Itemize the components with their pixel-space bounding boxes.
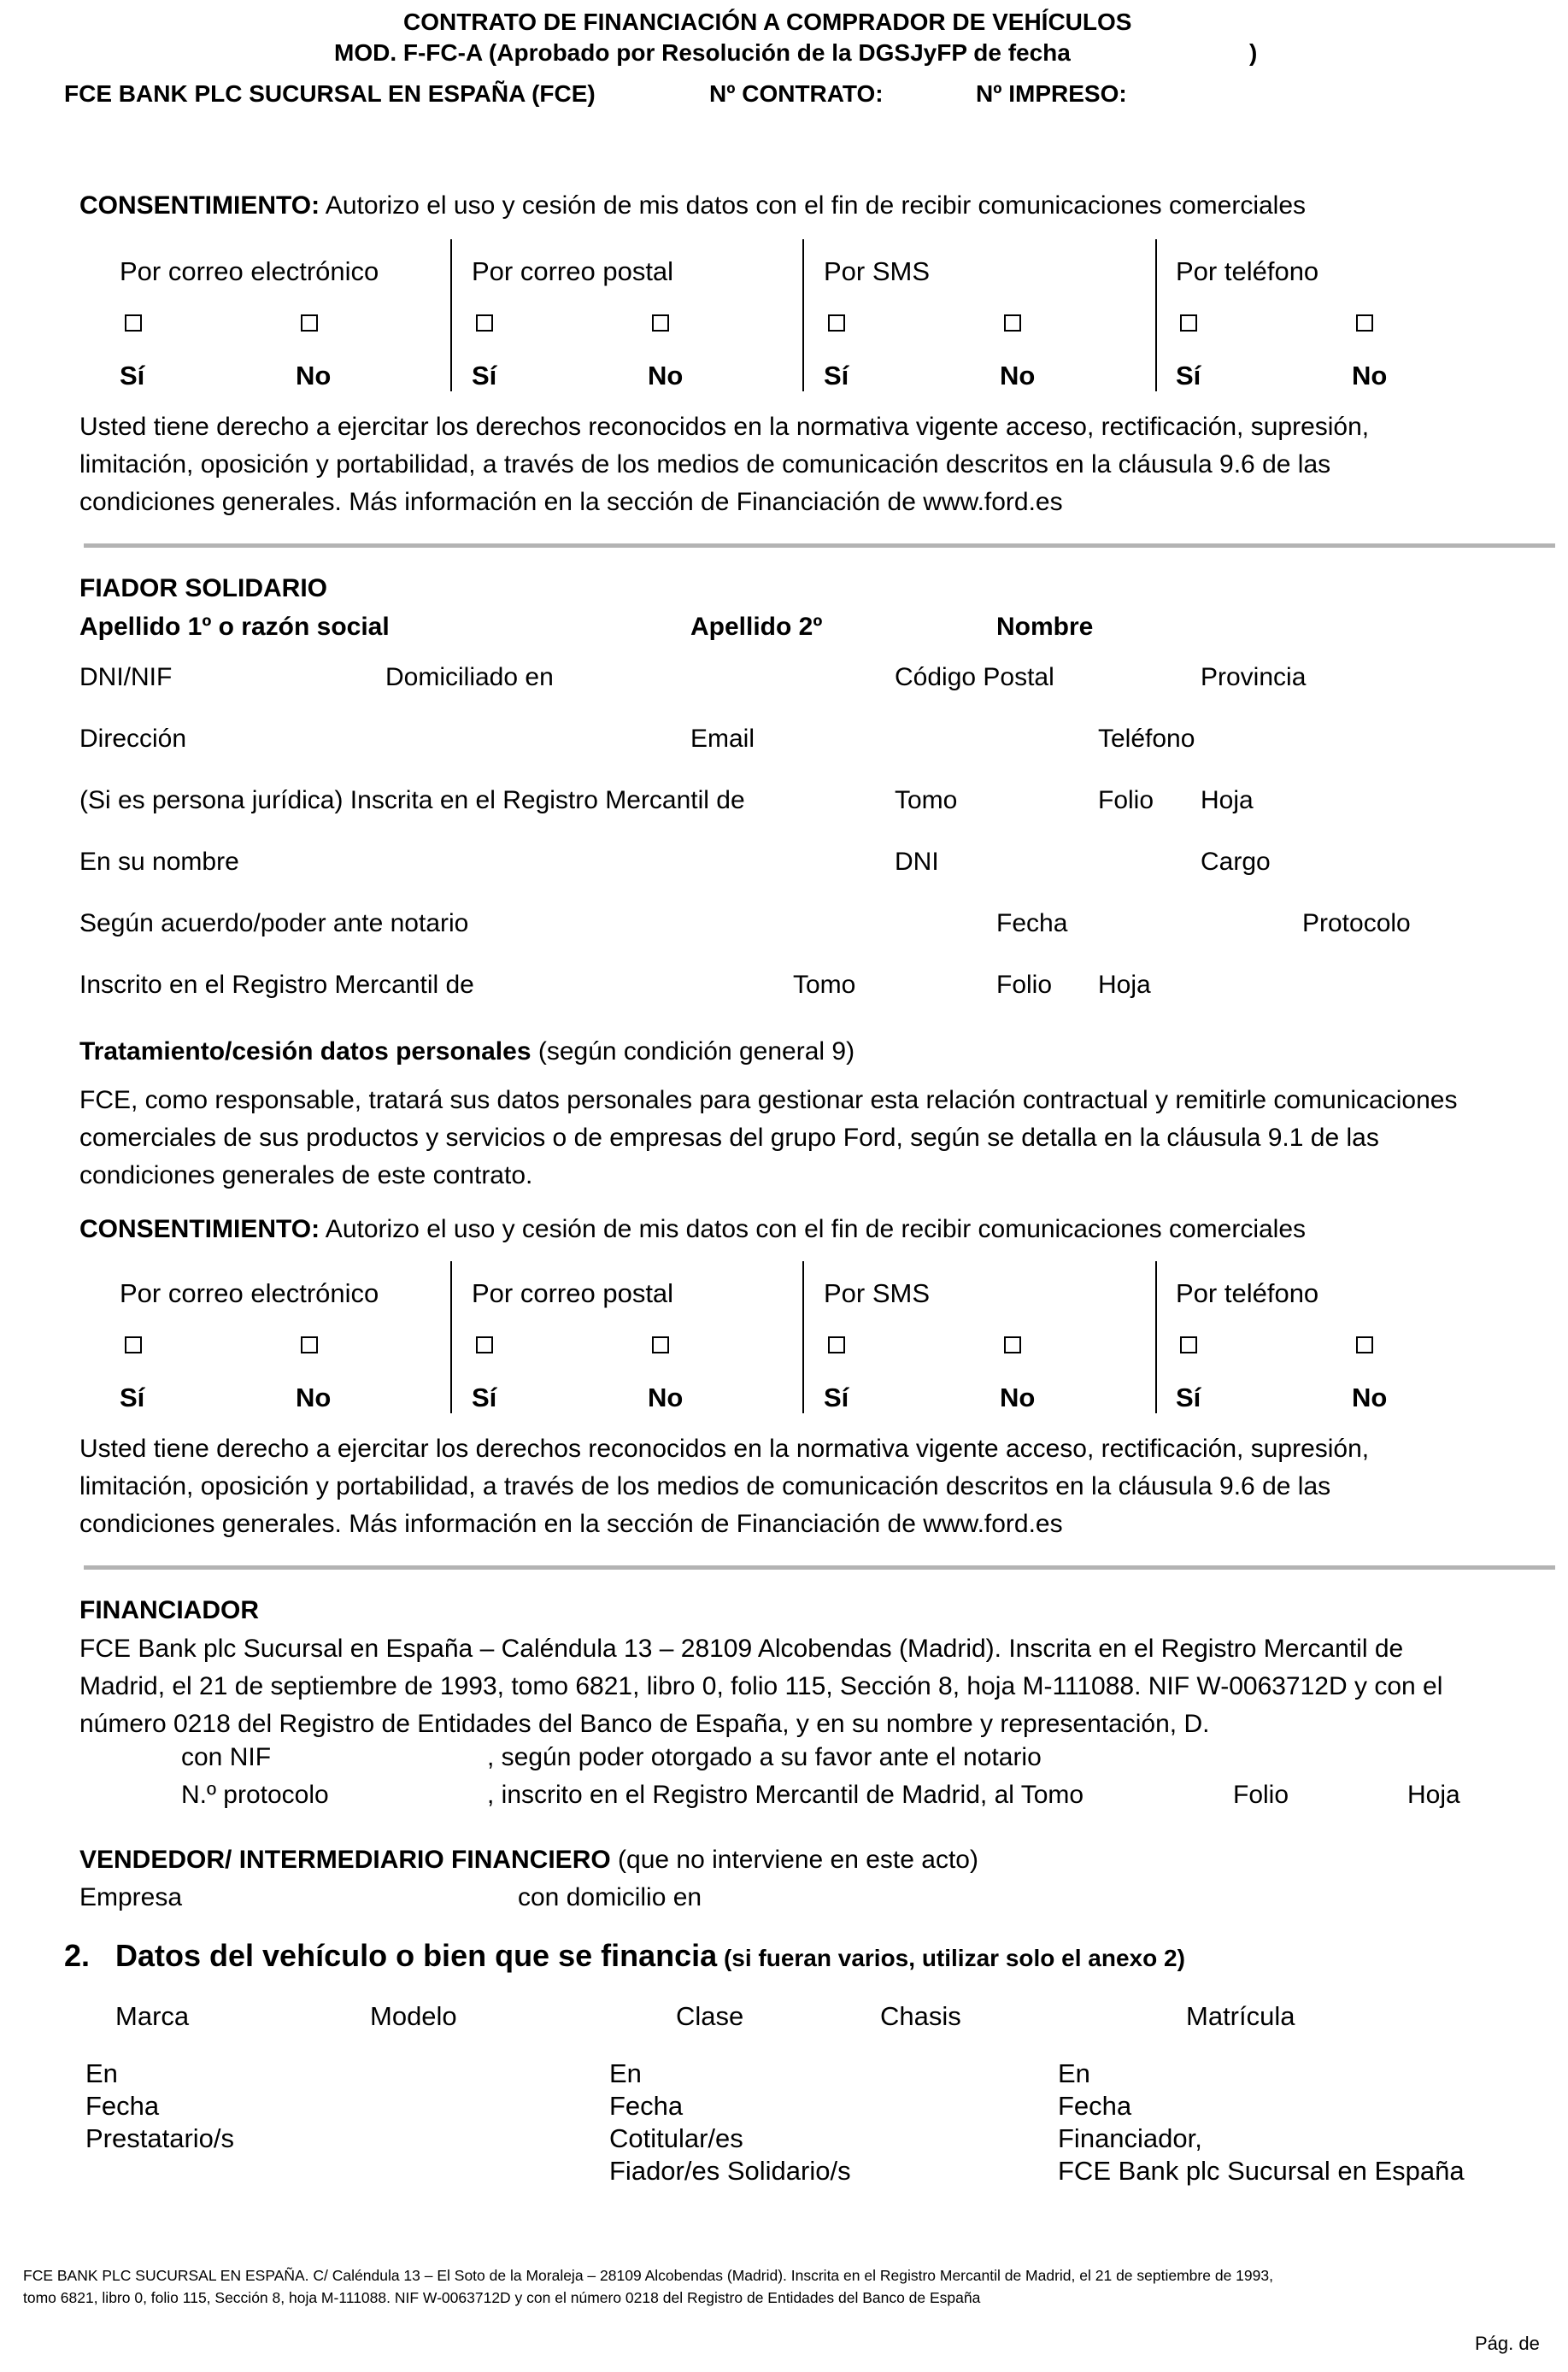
sms-no-checkbox[interactable] [1004, 1336, 1021, 1353]
field-chasis: Chasis [880, 2001, 961, 2031]
dni-label: DNI/NIF [79, 663, 173, 691]
con-nif-label: con NIF [181, 1743, 272, 1771]
consent-divider [450, 239, 452, 391]
dni-short-label: DNI [895, 848, 939, 876]
company-name: FCE BANK PLC SUCURSAL EN ESPAÑA (FCE) [64, 80, 596, 107]
notary-label: Según acuerdo/poder ante notario [79, 909, 469, 937]
tomo-label: Tomo [895, 786, 958, 814]
signature-borrower: En Fecha Prestatario/s [85, 2058, 235, 2153]
section-divider [84, 1565, 1555, 1570]
sms-yes-checkbox[interactable] [828, 314, 845, 332]
consent-statement-1: CONSENTIMIENTO: Autorizo el uso y cesión de mis datos con el fin de recibir comunicaciones comerciales [79, 191, 1307, 220]
legal-registry-label: (Si es persona jurídica) Inscrita en el Registro Mercantil de [79, 786, 745, 814]
guarantor-title: FIADOR SOLIDARIO [79, 574, 327, 602]
doc-title: CONTRATO DE FINANCIACIÓN A COMPRADOR DE VEHÍCULOS [403, 9, 1132, 35]
post-no-checkbox[interactable] [652, 1336, 669, 1353]
yes-label: Sí [1176, 1383, 1201, 1412]
registered-label: Inscrito en el Registro Mercantil de [79, 971, 474, 999]
no-label: No [296, 361, 332, 390]
surname2-label: Apellido 2º [690, 613, 823, 641]
vehicle-section-title: Datos del vehículo o bien que se financia (si fueran varios, utilizar solo el anexo 2) [115, 1938, 1185, 1973]
print-number-label: Nº IMPRESO: [976, 80, 1127, 107]
data-processing-paragraph: FCE, como responsable, tratará sus datos personales para gestionar esta relación contractual y remitirle comunicaciones comerciales de sus productos y servicios o de empresas del grupo Ford, según se detalla en la cláusula 9.1 de las condiciones generales de este contrato. [79, 1086, 1458, 1189]
email-yes-checkbox[interactable] [125, 314, 142, 332]
post-yes-checkbox[interactable] [476, 1336, 493, 1353]
vehicle-section-number: 2. [64, 1938, 91, 1973]
tomo-label: Tomo [793, 971, 856, 999]
protocol-label: N.º protocolo [181, 1781, 329, 1809]
signature-financier: En Fecha Financiador, FCE Bank plc Sucursal en España [1058, 2058, 1465, 2186]
consent-divider [1155, 239, 1157, 391]
no-label: No [1352, 361, 1388, 390]
province-label: Provincia [1201, 663, 1307, 691]
rights-paragraph-1: Usted tiene derecho a ejercitar los derechos reconocidos en la normativa vigente acceso, rectificación, supresión, limitación, oposición y portabilidad, a través de los medios de comunicación descritos en la cláusula 9.6 de las condiciones generales. Más información en la sección de Financiación de www.ford.es [79, 413, 1370, 516]
postal-code-label: Código Postal [895, 663, 1054, 691]
registered-madrid-text: , inscrito en el Registro Mercantil de Madrid, al Tomo [487, 1781, 1084, 1809]
hoja-label: Hoja [1201, 786, 1254, 814]
section-divider [84, 543, 1555, 548]
consent-divider [802, 1261, 804, 1413]
channel-post: Por correo postal [472, 1278, 674, 1308]
consent-divider [450, 1261, 452, 1413]
yes-label: Sí [1176, 361, 1201, 390]
domicile-label: con domicilio en [518, 1883, 702, 1911]
no-label: No [296, 1383, 332, 1412]
rights-paragraph-2: Usted tiene derecho a ejercitar los derechos reconocidos en la normativa vigente acceso, rectificación, supresión, limitación, oposición y portabilidad, a través de los medios de comunicación descritos en la cláusula 9.6 de las condiciones generales. Más información en la sección de Financiación de www.ford.es [79, 1435, 1370, 1538]
no-label: No [1352, 1383, 1388, 1412]
company-label: Empresa [79, 1883, 183, 1911]
domiciled-label: Domiciliado en [385, 663, 554, 691]
surname1-label: Apellido 1º o razón social [79, 613, 390, 641]
yes-label: Sí [120, 1383, 145, 1412]
signature-coholder: En Fecha Cotitular/es Fiador/es Solidario/s [609, 2058, 851, 2186]
channel-sms: Por SMS [824, 1278, 931, 1308]
hoja-label: Hoja [1407, 1781, 1460, 1809]
field-marca: Marca [115, 2001, 190, 2031]
page-number: Pág. de [1475, 2333, 1540, 2354]
phone-no-checkbox[interactable] [1356, 314, 1373, 332]
phone-yes-checkbox[interactable] [1180, 314, 1197, 332]
channel-email: Por correo electrónico [120, 1278, 379, 1308]
power-of-attorney-text: , según poder otorgado a su favor ante el notario [487, 1743, 1042, 1771]
no-label: No [1000, 361, 1036, 390]
hoja-label: Hoja [1098, 971, 1151, 999]
on-behalf-label: En su nombre [79, 848, 239, 876]
channel-post: Por correo postal [472, 256, 674, 286]
phone-yes-checkbox[interactable] [1180, 1336, 1197, 1353]
consent-divider [1155, 1261, 1157, 1413]
post-no-checkbox[interactable] [652, 314, 669, 332]
seller-title: VENDEDOR/ INTERMEDIARIO FINANCIERO (que no interviene en este acto) [79, 1846, 978, 1874]
name-label: Nombre [996, 613, 1094, 641]
fecha-label: Fecha [996, 909, 1068, 937]
field-matricula: Matrícula [1186, 2001, 1295, 2031]
field-modelo: Modelo [370, 2001, 457, 2031]
address-label: Dirección [79, 725, 187, 753]
email-label: Email [690, 725, 755, 753]
sms-no-checkbox[interactable] [1004, 314, 1021, 332]
protocolo-label: Protocolo [1302, 909, 1411, 937]
folio-label: Folio [1098, 786, 1154, 814]
folio-label: Folio [996, 971, 1053, 999]
channel-phone: Por teléfono [1176, 1278, 1319, 1308]
email-no-checkbox[interactable] [301, 1336, 318, 1353]
model-line: MOD. F-FC-A (Aprobado por Resolución de la DGSJyFP de fecha [334, 39, 1071, 66]
channel-sms: Por SMS [824, 256, 931, 286]
channel-phone: Por teléfono [1176, 256, 1319, 286]
no-label: No [648, 1383, 684, 1412]
consent-divider [802, 239, 804, 391]
channel-email: Por correo electrónico [120, 256, 379, 286]
model-line-close: ) [1249, 39, 1258, 66]
yes-label: Sí [824, 361, 849, 390]
phone-no-checkbox[interactable] [1356, 1336, 1373, 1353]
no-label: No [648, 361, 684, 390]
yes-label: Sí [472, 1383, 497, 1412]
email-yes-checkbox[interactable] [125, 1336, 142, 1353]
email-no-checkbox[interactable] [301, 314, 318, 332]
no-label: No [1000, 1383, 1036, 1412]
phone-label: Teléfono [1098, 725, 1195, 753]
yes-label: Sí [824, 1383, 849, 1412]
cargo-label: Cargo [1201, 848, 1271, 876]
consent-statement-2: CONSENTIMIENTO: Autorizo el uso y cesión de mis datos con el fin de recibir comunicaciones comerciales [79, 1215, 1307, 1243]
sms-yes-checkbox[interactable] [828, 1336, 845, 1353]
financier-title: FINANCIADOR [79, 1596, 259, 1624]
data-processing-title: Tratamiento/cesión datos personales (según condición general 9) [79, 1037, 855, 1066]
contract-number-label: Nº CONTRATO: [709, 80, 884, 107]
field-clase: Clase [676, 2001, 744, 2031]
financier-paragraph: FCE Bank plc Sucursal en España – Caléndula 13 – 28109 Alcobendas (Madrid). Inscrita en el Registro Mercantil de Madrid, el 21 de septiembre de 1993, tomo 6821, libro 0, folio 115, Sección 8, hoja M-111088. NIF W-0063712D y con el número 0218 del Registro de Entidades del Banco de España, y en su nombre y representación, D. [79, 1635, 1443, 1738]
post-yes-checkbox[interactable] [476, 314, 493, 332]
yes-label: Sí [472, 361, 497, 390]
footer-legal: FCE BANK PLC SUCURSAL EN ESPAÑA. C/ Caléndula 13 – El Soto de la Moraleja – 28109 Alcobendas (Madrid). Inscrita en el Registro Mercantil de Madrid, el 21 de septiembre de 1993, tomo 6821, libro 0, folio 115, Sección 8, hoja M-111088. NIF W-0063712D y con el número 0218 del Registro de Entidades del Banco de España [23, 2267, 1273, 2306]
yes-label: Sí [120, 361, 145, 390]
folio-label: Folio [1233, 1781, 1289, 1809]
